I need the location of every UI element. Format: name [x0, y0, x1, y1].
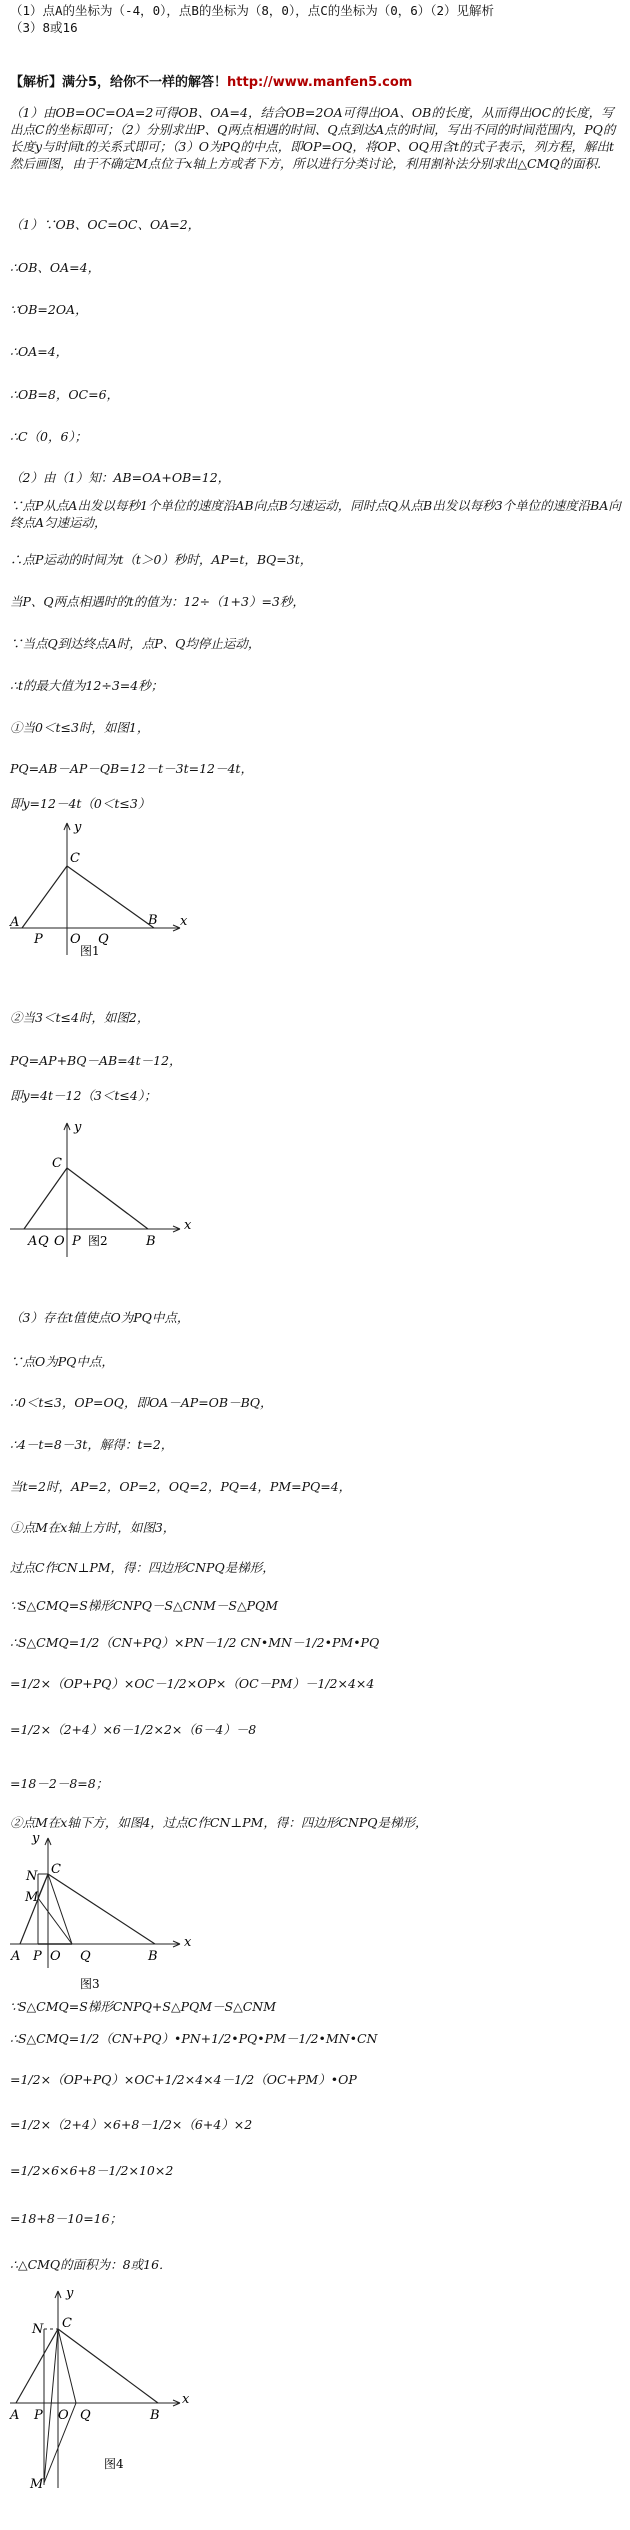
- step-line: （1）∵OB、OC=OC、OA=2，: [10, 217, 201, 232]
- analysis-paragraph: （1）由OB=OC=OA=2可得OB、OA=4，结合OB=2OA可得出OA、OB的长度，从而得出OC的长度，写出点C的坐标即可；（2）分别求出P、Q两点相遇的时间、Q点到达A点的时间，写出不同的时间范围内，PQ的长度y与时间t的关系式即可；（3）O为PQ的中点，即OP=OQ，将OP、OQ用含t的式子表示，列方程，解出t然后画图，由于不确定M点位于x轴上方或者下方，所以进行分类讨论，利用割补法分别求出△CMQ的面积.: [10, 105, 616, 171]
- axis-x-label: x: [182, 2392, 190, 2407]
- axis-y-label: y: [74, 1120, 82, 1135]
- step-line: ∵OB=2OA，: [10, 302, 88, 317]
- point-label-b: B: [150, 2408, 160, 2423]
- figure-caption: 图4: [104, 2457, 124, 2471]
- step-line: =1/2×（2+4）×6+8－1/2×（6+4）×2: [10, 2117, 253, 2132]
- step-line: ∵点P从点A出发以每秒1个单位的速度沿AB向点B匀速运动，同时点Q从点B出发以每秒3个单位的速度沿BA向终点A匀速运动，: [10, 498, 621, 530]
- answer-line-2: （3）8或16: [10, 20, 78, 35]
- step-line: ∴OB=8，OC=6，: [10, 387, 120, 402]
- origin-label: O: [50, 1949, 61, 1964]
- figure-caption: 图1: [80, 944, 100, 958]
- point-label-q: Q: [80, 1949, 91, 1964]
- step-line: ∵S△CMQ=S梯形CNPQ－S△CNM－S△PQM: [10, 1598, 279, 1613]
- step-line: ∵S△CMQ=S梯形CNPQ+S△PQM－S△CNM: [10, 1999, 277, 2014]
- point-label-b: B: [148, 913, 158, 928]
- origin-label: O: [58, 2408, 69, 2423]
- step-line: =18－2－8=8；: [10, 1776, 109, 1791]
- point-label-b: B: [148, 1949, 158, 1964]
- point-label-p: P: [33, 1949, 42, 1964]
- point-label-q: Q: [98, 932, 109, 947]
- point-label-p: P: [34, 2408, 43, 2423]
- axis-y-label: y: [32, 1831, 40, 1846]
- point-label-m: M: [30, 2477, 44, 2492]
- step-line: 当P、Q两点相遇时的t的值为：12÷（1+3）=3秒，: [10, 594, 305, 609]
- step-line: ①当0＜t≤3时，如图1，: [10, 720, 150, 735]
- step-line: ①点M在x轴上方时，如图3，: [10, 1520, 176, 1535]
- point-label-a: A: [28, 1234, 38, 1249]
- point-label-n: N: [26, 1869, 38, 1884]
- step-line: ∵点O为PQ中点，: [10, 1354, 114, 1369]
- point-label-q: Q: [80, 2408, 91, 2423]
- step-line: =1/2×（OP+PQ）×OC－1/2×OP×（OC－PM）－1/2×4×4: [10, 1676, 375, 1691]
- point-label-a: A: [11, 1949, 21, 1964]
- point-label-c: C: [62, 2316, 72, 2331]
- figure-1: [0, 815, 200, 965]
- point-label-a: A: [10, 915, 20, 930]
- step-line: ∴△CMQ的面积为：8或16．: [10, 2257, 172, 2272]
- step-line: （3）存在t值使点O为PQ中点，: [10, 1310, 190, 1325]
- step-line: PQ=AB－AP－QB=12－t－3t=12－4t，: [10, 761, 253, 776]
- point-label-c: C: [51, 1862, 61, 1877]
- origin-label: O: [70, 932, 81, 947]
- step-line: ∴S△CMQ=1/2（CN+PQ）•PN+1/2•PQ•PM－1/2•MN•CN: [10, 2031, 378, 2046]
- axis-y-label: y: [66, 2286, 74, 2301]
- figure-3: [0, 1828, 200, 1998]
- point-label-m: M: [25, 1890, 39, 1905]
- figure-caption: 图3: [80, 1977, 100, 1991]
- point-label-c: C: [52, 1156, 62, 1171]
- step-line: ∴OB、OA=4，: [10, 260, 101, 275]
- step-line: 过点C作CN⊥PM，得：四边形CNPQ是梯形，: [10, 1560, 275, 1575]
- point-label-p: P: [72, 1234, 81, 1249]
- axis-y-label: y: [74, 820, 82, 835]
- step-line: 即y=12－4t（0＜t≤3）: [10, 796, 151, 811]
- jiexi-heading: [10, 74, 622, 91]
- step-line: =18+8－10=16；: [10, 2211, 123, 2226]
- point-label-n: N: [32, 2322, 44, 2337]
- point-label-q: Q: [38, 1234, 49, 1249]
- step-line: ∴S△CMQ=1/2（CN+PQ）×PN－1/2 CN•MN－1/2•PM•PQ: [10, 1635, 380, 1650]
- axis-x-label: x: [180, 914, 188, 929]
- jiexi-label: 【解析】满分5，给你不一样的解答！: [10, 75, 228, 90]
- step-line: ②点M在x轴下方，如图4，过点C作CN⊥PM，得：四边形CNPQ是梯形，: [10, 1815, 428, 1830]
- step-line: ②当3＜t≤4时，如图2，: [10, 1010, 150, 1025]
- step-line: 即y=4t－12（3＜t≤4）；: [10, 1088, 157, 1103]
- jiexi-site: http://www.manfen5.com: [227, 75, 413, 90]
- step-line: ∴4－t=8－3t，解得：t=2，: [10, 1437, 174, 1452]
- axis-x-label: x: [184, 1218, 192, 1233]
- step-line: ∴t的最大值为12÷3=4秒；: [10, 678, 164, 693]
- step-line: PQ=AP+BQ－AB=4t－12，: [10, 1053, 182, 1068]
- figure-2: [0, 1117, 200, 1267]
- point-label-c: C: [70, 851, 80, 866]
- step-line: ∴C（0，6）；: [10, 429, 88, 444]
- step-line: ∴点P运动的时间为t（t＞0）秒时，AP=t，BQ=3t，: [10, 552, 313, 567]
- answer-line-1: （1）点A的坐标为（-4，0），点B的坐标为（8，0），点C的坐标为（0，6）（2）见解析: [10, 3, 495, 18]
- axis-x-label: x: [184, 1935, 192, 1950]
- point-label-b: B: [146, 1234, 156, 1249]
- step-line: ∵当点Q到达终点A时，点P、Q均停止运动，: [10, 636, 261, 651]
- step-line: =1/2×6×6+8－1/2×10×2: [10, 2163, 174, 2178]
- step-line: 当t=2时，AP=2，OP=2，OQ=2，PQ=4，PM=PQ=4，: [10, 1479, 352, 1494]
- step-line: ∴0＜t≤3，OP=OQ，即OA－AP=OB－BQ，: [10, 1395, 273, 1410]
- step-line: （2）由（1）知：AB=OA+OB=12，: [10, 470, 231, 485]
- point-label-p: P: [34, 932, 43, 947]
- figure-caption: 图2: [88, 1234, 108, 1248]
- step-line: ∴OA=4，: [10, 344, 69, 359]
- figure-4: [0, 2283, 200, 2498]
- step-line: =1/2×（2+4）×6－1/2×2×（6－4）－8: [10, 1722, 257, 1737]
- point-label-a: A: [10, 2408, 20, 2423]
- step-line: =1/2×（OP+PQ）×OC+1/2×4×4－1/2（OC+PM）•OP: [10, 2072, 357, 2087]
- origin-label: O: [54, 1234, 65, 1249]
